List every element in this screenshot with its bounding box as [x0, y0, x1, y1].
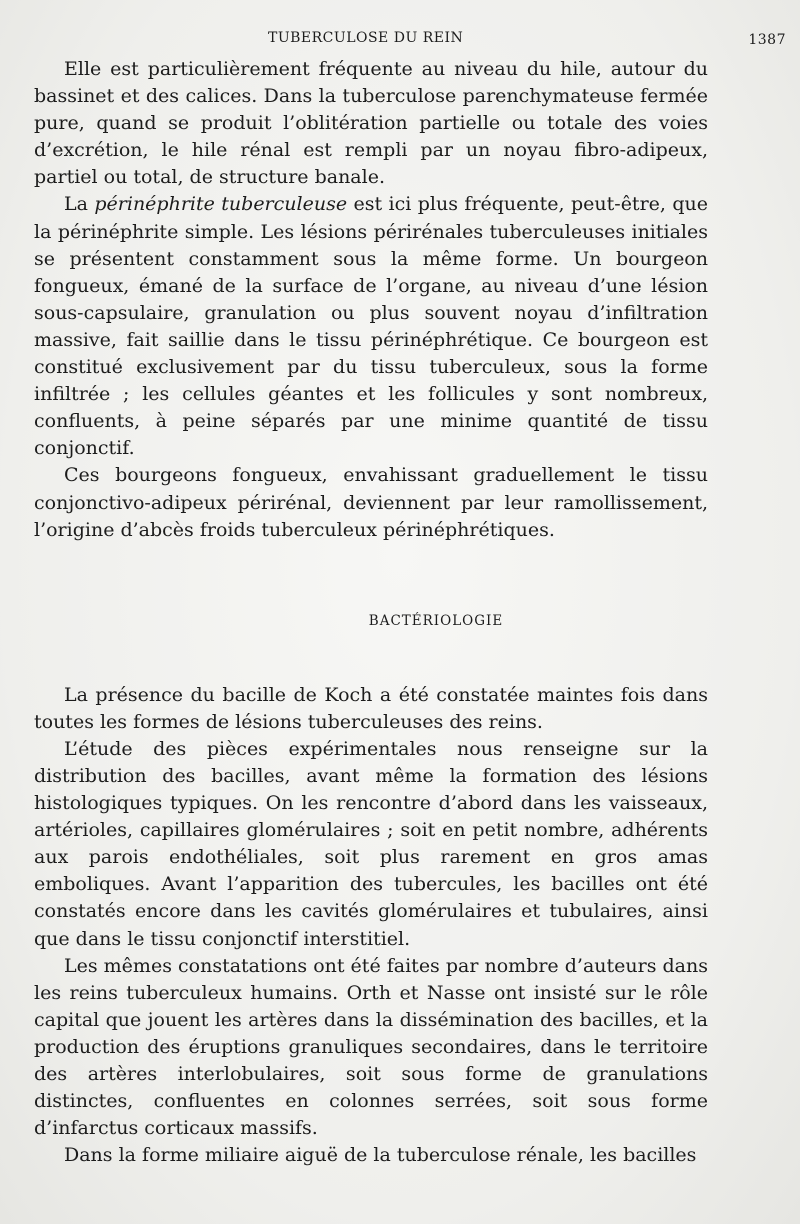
- running-title: TUBERCULOSE DU REIN: [268, 30, 464, 46]
- paragraph-bourgeons: Ces bourgeons fongueux, envahissant graduellement le tissu conjonctivo-adipeux périrénal, deviennent par leur ramollissement, l’origine d’abcès froids tuberculeux périnéphrétiques.: [34, 464, 708, 541]
- paragraph-miliaire: Dans la forme miliaire aiguë de la tuberculose rénale, les bacilles: [64, 1144, 697, 1167]
- paragraph-constatations: Les mêmes constatations ont été faites par nombre d’auteurs dans les reins tuberculeux humains. Orth et Nasse ont insisté sur le rôle capital que jouent les artères dans la dissémination des bacilles, et la production des éruptions granuliques secondaires, dans le territoire des artères interlobulaires, soit sous forme de granulations distinctes, confluentes en colonnes serrées, soit sous forme d’infarctus corticaux massifs.: [34, 954, 708, 1140]
- body-text: [34, 56, 708, 1169]
- paragraph-hile: Elle est particulièrement fréquente au niveau du hile, autour du bassinet et des calices. Dans la tuberculose parenchymateuse fermée pure, quand se produit l’oblitération partielle ou totale des voies d’excrétion, le hile rénal est rempli par un noyau fibro-adipeux, partiel ou total, de structure banale.: [34, 58, 708, 189]
- page-number: 1387: [748, 32, 786, 48]
- term-perinephrite-tuberculeuse: périnéphrite tuberculeuse: [94, 193, 348, 216]
- paragraph-rest: est ici plus fréquente, peut-être, que la périnéphrite simple. Les lésions périrénales tuberculeuses initiales se présentent constamment sous la même forme. Un bourgeon fongueux, émané de la surface de l’organe, au niveau d’une lésion sous-capsulaire, granulation ou plus souvent noyau d’infiltration massive, fait saillie dans le tissu périnéphrétique. Ce bourgeon est constitué exclusivement par du tissu tuberculeux, sous la forme infiltrée ; les cellules géantes et les follicules y sont nombreux, confluents, à peine séparés par une minime quantité de tissu conjonctif.: [34, 193, 708, 460]
- section-title: [34, 613, 708, 629]
- paragraph-perinephrite: [34, 191, 708, 462]
- section-title-text: BACTÉRIOLOGIE: [368, 612, 504, 629]
- paragraph-lead: La: [64, 193, 95, 216]
- paragraph-bacille: La présence du bacille de Koch a été constatée maintes fois dans toutes les formes de lésions tuberculeuses des reins.: [34, 683, 708, 733]
- running-head: [34, 22, 786, 56]
- paragraph-pieces-experimentales: L’étude des pièces expérimentales nous renseigne sur la distribution des bacilles, avant même la formation des lésions histologiques typiques. On les rencontre d’abord dans les vaisseaux, artérioles, capillaires glomérulaires ; soit en petit nombre, adhérents aux parois endothéliales, soit plus rarement en gros amas emboliques. Avant l’apparition des tubercules, les bacilles ont été constatés encore dans les cavités glomérulaires et tubulaires, ainsi que dans le tissu conjonctif interstitiel.: [34, 737, 708, 950]
